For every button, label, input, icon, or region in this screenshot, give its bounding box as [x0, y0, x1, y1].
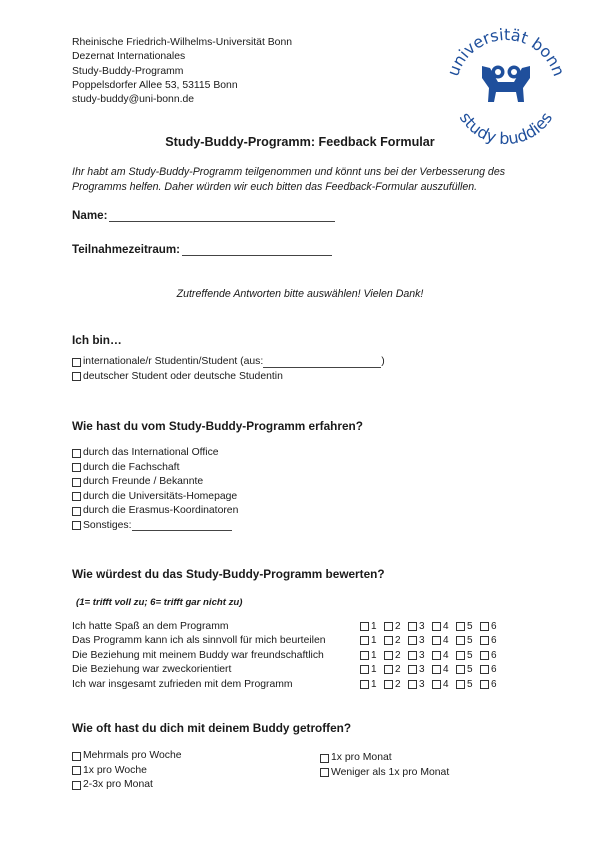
period-field-row	[72, 243, 332, 256]
option-international-office[interactable]	[72, 446, 238, 461]
checkbox[interactable]	[72, 449, 81, 458]
rating-option[interactable]: 6	[480, 650, 504, 661]
rating-option[interactable]: 2	[384, 664, 408, 675]
option-several-weekly[interactable]	[72, 749, 182, 764]
rating-option[interactable]: 1	[360, 664, 384, 675]
scale-note: (1= trifft voll zu; 6= trifft gar nicht zu)	[76, 597, 243, 608]
option-label: 1x pro Monat	[331, 752, 392, 763]
option-erasmus[interactable]	[72, 504, 238, 519]
option-monthly[interactable]	[320, 751, 449, 766]
meet-options-left	[72, 749, 182, 793]
address-line: Rheinische Friedrich-Wilhelms-Universität Bonn	[72, 37, 293, 48]
rating-option[interactable]: 4	[432, 650, 456, 661]
rating-row	[72, 677, 504, 692]
option-homepage[interactable]	[72, 490, 238, 505]
rating-table	[72, 619, 504, 692]
rating-item-label: Die Beziehung mit meinem Buddy war freundschaftlich	[72, 649, 324, 661]
option-label: durch Freunde / Bekannte	[83, 476, 204, 487]
checkbox[interactable]	[72, 463, 81, 472]
checkbox[interactable]	[72, 766, 81, 775]
option-2-3-monthly[interactable]	[72, 778, 182, 793]
rating-option[interactable]: 4	[432, 664, 456, 675]
rating-option[interactable]: 5	[456, 621, 480, 632]
checkbox[interactable]	[72, 752, 81, 761]
rating-option[interactable]: 3	[408, 650, 432, 661]
address-block	[72, 36, 292, 107]
option-international[interactable]	[72, 355, 385, 370]
address-line: study-buddy@uni-bonn.de	[72, 94, 195, 106]
name-label: Name:	[72, 209, 108, 222]
option-label: durch die Erasmus-Koordinatoren	[83, 505, 239, 516]
checkbox[interactable]	[320, 754, 329, 763]
rating-option[interactable]: 6	[480, 679, 504, 690]
rating-option[interactable]: 3	[408, 621, 432, 632]
logo-figures	[482, 66, 530, 103]
address-line: Study-Buddy-Programm	[72, 65, 184, 77]
checkbox[interactable]	[72, 521, 81, 530]
rating-option[interactable]: 5	[456, 650, 480, 661]
rating-option[interactable]: 1	[360, 679, 384, 690]
rating-option[interactable]: 3	[408, 664, 432, 675]
period-label: Teilnahmezeitraum:	[72, 243, 181, 256]
origin-input-line[interactable]	[263, 357, 381, 368]
rating-option[interactable]: 3	[408, 635, 432, 646]
rating-option[interactable]: 2	[384, 650, 408, 661]
checkbox[interactable]	[72, 492, 81, 501]
option-other[interactable]	[72, 519, 238, 534]
rating-option[interactable]: 5	[456, 679, 480, 690]
rating-option[interactable]: 1	[360, 621, 384, 632]
checkbox[interactable]	[72, 507, 81, 516]
rating-option[interactable]: 2	[384, 621, 408, 632]
address-line: Poppelsdorfer Allee 53, 53115 Bonn	[72, 79, 238, 91]
checkbox[interactable]	[72, 478, 81, 487]
rating-option[interactable]: 5	[456, 635, 480, 646]
rating-scale	[360, 635, 504, 646]
rating-option[interactable]: 1	[360, 635, 384, 646]
rating-option[interactable]: 4	[432, 679, 456, 690]
rating-option[interactable]: 6	[480, 621, 504, 632]
option-friends[interactable]	[72, 475, 238, 490]
option-label: Mehrmals pro Woche	[83, 750, 182, 761]
option-fachschaft[interactable]	[72, 461, 238, 476]
section-heading-source: Wie hast du vom Study-Buddy-Programm erfahren?	[72, 419, 363, 433]
option-label: 2-3x pro Monat	[83, 779, 153, 790]
option-label: 1x pro Woche	[83, 764, 147, 776]
option-less-than-monthly[interactable]	[320, 766, 449, 781]
logo-top-text: universität bonn	[443, 26, 569, 79]
rating-option[interactable]: 2	[384, 679, 408, 690]
rating-row	[72, 634, 504, 649]
option-label: durch die Universitäts-Homepage	[83, 490, 238, 502]
name-input-line[interactable]	[109, 209, 335, 222]
iam-options	[72, 355, 385, 384]
checkbox[interactable]	[320, 768, 329, 777]
rating-item-label: Ich war insgesamt zufrieden mit dem Programm	[72, 678, 293, 690]
section-heading-meet: Wie oft hast du dich mit deinem Buddy getroffen?	[72, 721, 352, 735]
checkbox[interactable]	[72, 358, 81, 367]
option-label: deutscher Student oder deutsche Studentin	[83, 370, 283, 382]
rating-option[interactable]: 3	[408, 679, 432, 690]
rating-item-label: Die Beziehung war zweckorientiert	[72, 664, 232, 676]
rating-scale	[360, 679, 504, 690]
rating-scale	[360, 621, 504, 632]
logo-bottom-text: study buddies	[455, 108, 557, 149]
rating-option[interactable]: 6	[480, 635, 504, 646]
checkbox[interactable]	[72, 781, 81, 790]
rating-row	[72, 648, 504, 663]
rating-option[interactable]: 5	[456, 664, 480, 675]
section-heading-iam: Ich bin…	[72, 333, 122, 347]
rating-item-label: Ich hatte Spaß an dem Programm	[72, 620, 229, 632]
option-label: durch das International Office	[83, 447, 219, 458]
option-suffix: )	[381, 356, 385, 367]
option-label: durch die Fachschaft	[83, 461, 180, 473]
intro-text: Ihr habt am Study-Buddy-Programm teilgenommen und könnt uns bei der Verbesserung des Programms helfen. Daher würden wir euch bitten das Feedback-Formular auszufüllen.	[72, 166, 506, 193]
instruction-hint: Zutreffende Antworten bitte auswählen! Vielen Dank!	[176, 288, 424, 300]
option-label: Sonstiges:	[83, 519, 132, 531]
meet-options-right	[320, 751, 449, 780]
rating-scale	[360, 650, 504, 661]
period-input-line[interactable]	[182, 243, 332, 256]
rating-option[interactable]: 1	[360, 650, 384, 661]
checkbox[interactable]	[72, 372, 81, 381]
option-german[interactable]	[72, 370, 385, 385]
option-label: Weniger als 1x pro Monat	[331, 766, 450, 778]
rating-scale	[360, 664, 504, 675]
address-line: Dezernat Internationales	[72, 51, 186, 63]
option-weekly[interactable]	[72, 764, 182, 779]
rating-option[interactable]: 6	[480, 664, 504, 675]
source-options	[72, 446, 238, 533]
option-label: internationale/r Studentin/Student (aus:	[83, 356, 264, 367]
rating-row	[72, 619, 504, 634]
name-field-row	[72, 209, 335, 222]
rating-option[interactable]: 2	[384, 635, 408, 646]
other-input-line[interactable]	[132, 520, 232, 531]
rating-item-label: Das Programm kann ich als sinnvoll für mich beurteilen	[72, 635, 326, 647]
rating-option[interactable]: 4	[432, 621, 456, 632]
section-heading-rating: Wie würdest du das Study-Buddy-Programm bewerten?	[72, 567, 385, 581]
rating-row	[72, 663, 504, 678]
rating-option[interactable]: 4	[432, 635, 456, 646]
page-title: Study-Buddy-Programm: Feedback Formular	[165, 135, 435, 149]
